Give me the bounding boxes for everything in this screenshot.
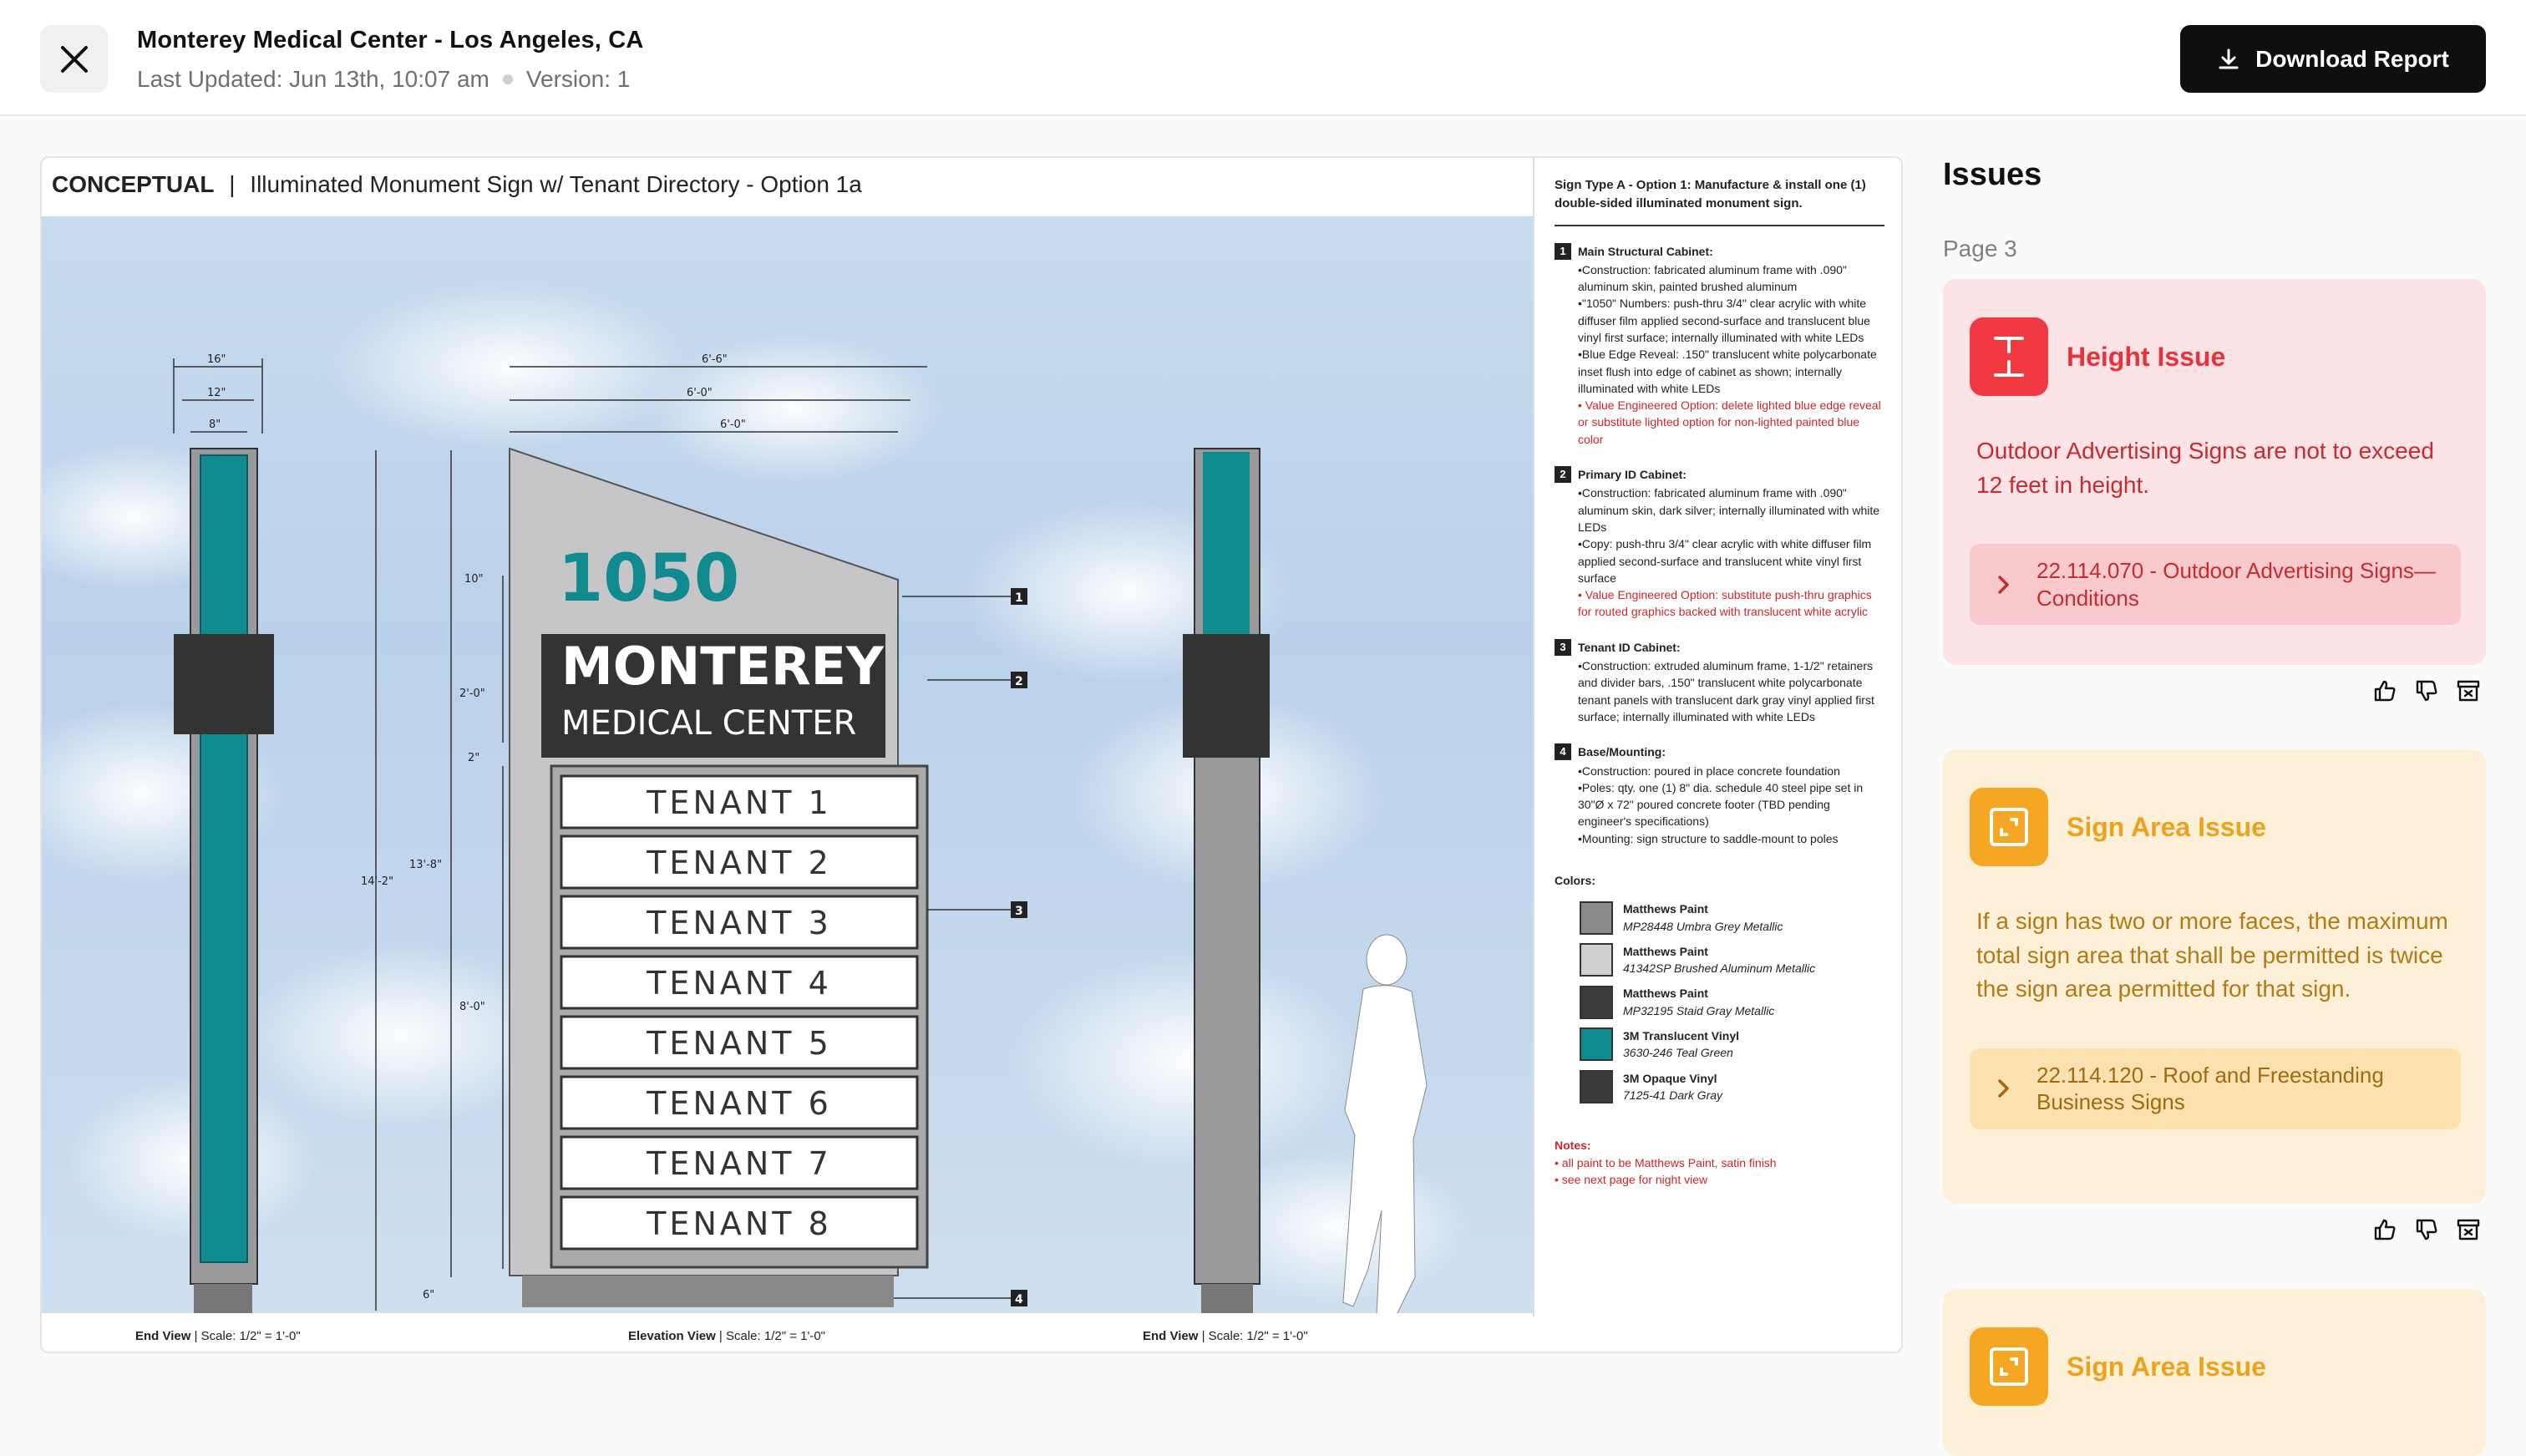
callout-2: 2 [1015, 675, 1023, 688]
spec-section [1555, 743, 1884, 847]
view-scale: Scale: 1/2" = 1'-0" [1208, 1329, 1308, 1343]
page-label: Page 3 [1943, 236, 2017, 261]
dim-13-8: 13'-8" [409, 859, 443, 871]
callout-markers [1011, 588, 1027, 1306]
download-report-button[interactable] [2180, 25, 2486, 93]
spec-section-header [1555, 743, 1884, 760]
archive-icon[interactable] [2456, 678, 2481, 703]
dim-6-0-b: 6'-0" [720, 419, 746, 431]
height-icon [1970, 317, 2048, 396]
color-swatch [1580, 986, 1613, 1019]
separator-dot [503, 74, 513, 84]
issue-actions [2372, 678, 2481, 703]
tenant-label: TENANT 6 [647, 1085, 832, 1122]
issue-card-sign-area-2 [1943, 1289, 2486, 1456]
color-swatch [1580, 1027, 1613, 1061]
drawing-heading-label: CONCEPTUAL [52, 171, 215, 197]
spec-bullet: •Construction: poured in place concrete foundation [1578, 764, 1840, 778]
spec-section [1555, 639, 1884, 725]
issue-reference-label: 22.114.120 - Roof and Freestanding Business Signs [2037, 1062, 2384, 1115]
spec-bullet: •Construction: extruded aluminum frame, 1-1/2" retainers and divider bars, .150" translucent white polycarbonate tenant panels with translucent dark gray vinyl applied first surface; internally illuminated with white LEDs [1578, 659, 1874, 723]
drawing-footer [42, 1313, 1903, 1352]
callout-4: 4 [1015, 1293, 1023, 1306]
drawing-heading-text: Illuminated Monument Sign w/ Tenant Directory - Option 1a [250, 171, 862, 197]
color-brand: Matthews Paint [1623, 987, 1708, 1001]
issue-name: Height Issue [2067, 341, 2226, 372]
view-label-right-end: End View | Scale: 1/2" = 1'-0" [1143, 1329, 1308, 1343]
tenant-label: TENANT 3 [647, 905, 832, 941]
dim-8-0: 8'-0" [459, 1001, 485, 1013]
color-swatch-text [1623, 943, 1815, 977]
spec-section-title: Base/Mounting: [1578, 745, 1666, 759]
dim-16: 16" [207, 353, 226, 366]
dim-6-6: 6'-6" [702, 353, 728, 366]
color-name: MP32195 Staid Gray Metallic [1623, 1003, 1775, 1017]
color-swatch-text [1623, 900, 1783, 935]
version: Version: 1 [525, 66, 631, 92]
right-end-view [1183, 449, 1270, 1317]
color-brand: Matthews Paint [1623, 902, 1708, 916]
download-report-label: Download Report [2255, 45, 2449, 72]
spec-bullet: • Value Engineered Option: delete lighted blue edge reveal or substitute lighted option for non-lighted painted blue color [1578, 398, 1881, 446]
view-name: Elevation View [628, 1329, 716, 1343]
color-name: 41342SP Brushed Aluminum Metallic [1623, 961, 1816, 976]
tenant-label: TENANT 2 [647, 845, 832, 881]
view-scale: Scale: 1/2" = 1'-0" [726, 1329, 825, 1343]
area-icon [1970, 788, 2048, 866]
spec-section-number: 3 [1555, 639, 1571, 656]
dim-10: 10" [464, 573, 484, 586]
spec-sections [1555, 243, 1884, 848]
notes-title: Notes: [1555, 1139, 1591, 1153]
color-swatch-row [1580, 1027, 1884, 1062]
view-name: End View [1143, 1329, 1199, 1343]
color-swatch-text [1623, 1027, 1739, 1062]
issue-reference-label: 22.114.070 - Outdoor Advertising Signs—Conditions [2037, 558, 2436, 611]
issue-name: Sign Area Issue [2067, 1351, 2266, 1382]
dim-14-2: 14'-2" [361, 875, 394, 888]
drawing-heading [42, 158, 1533, 216]
spec-section-number: 2 [1555, 466, 1571, 483]
spec-section-header [1555, 639, 1884, 656]
color-swatch [1580, 1070, 1613, 1103]
chevron-right-icon [1991, 573, 2015, 596]
tenant-label: TENANT 8 [647, 1205, 832, 1242]
spec-section-title: Main Structural Cabinet: [1578, 244, 1713, 258]
spec-bullet: •"1050" Numbers: push-thru 3/4" clear acrylic with white diffuser film applied second-surface and translucent blue vinyl first surface; internally illuminated with white LEDs [1578, 297, 1870, 344]
dim-12: 12" [207, 387, 226, 399]
document-meta [137, 66, 644, 93]
thumbs-down-icon[interactable] [2414, 1217, 2439, 1242]
issue-card-sign-area [1943, 749, 2486, 1204]
sign-name-medical-center: MEDICAL CENTER [561, 704, 857, 743]
spec-bullet: •Construction: fabricated aluminum frame with .090" aluminum skin, dark silver; internally illuminated with white LEDs [1578, 486, 1880, 534]
color-brand: 3M Translucent Vinyl [1623, 1029, 1740, 1043]
dim-2: 2" [468, 752, 480, 764]
download-icon [2217, 48, 2240, 71]
view-label-elevation: Elevation View | Scale: 1/2" = 1'-0" [628, 1329, 825, 1343]
issue-header [1970, 788, 2459, 866]
spec-bullet: •Mounting: sign structure to saddle-mount to poles [1578, 831, 1839, 845]
spec-section-title: Tenant ID Cabinet: [1578, 640, 1681, 654]
colors-title: Colors: [1555, 874, 1595, 887]
callout-1: 1 [1015, 591, 1023, 605]
spec-section-number: 4 [1555, 743, 1571, 760]
close-button[interactable] [40, 25, 108, 93]
spec-bullet: •Poles: qty. one (1) 8" dia. schedule 40 steel pipe set in 30"Ø x 72" poured concrete footer (TBD pending engineer's specifications) [1578, 780, 1864, 829]
issue-reference-link[interactable] [1970, 544, 2461, 625]
area-icon [1970, 1327, 2048, 1406]
spec-bullet: •Copy: push-thru 3/4" clear acrylic with white diffuser film applied second-surface and translucent white vinyl first surface [1578, 537, 1872, 585]
document-title-block [137, 27, 644, 93]
spec-bullet: • Value Engineered Option: substitute push-thru graphics for routed graphics backed with translucent white acrylic [1578, 588, 1872, 619]
color-list [1555, 900, 1884, 1103]
issue-description: Outdoor Advertising Signs are not to exceed 12 feet in height. [1976, 438, 2434, 498]
sign-name-monterey: MONTEREY [561, 636, 884, 697]
issues-title: Issues [1943, 157, 2042, 192]
dim-2-0: 2'-0" [459, 687, 485, 700]
dim-8: 8" [209, 419, 221, 431]
thumbs-up-icon[interactable] [2372, 678, 2397, 703]
spec-title: Sign Type A - Option 1: Manufacture & install one (1) double-sided illuminated monument sign. [1555, 176, 1884, 226]
view-scale: Scale: 1/2" = 1'-0" [200, 1329, 301, 1343]
notes [1555, 1137, 1884, 1188]
document-title: Monterey Medical Center - Los Angeles, CA [137, 27, 644, 53]
issue-description: If a sign has two or more faces, the maximum total sign area that shall be permitted is twice the sign area permitted for that sign. [1976, 908, 2448, 1002]
issue-actions [2372, 1217, 2481, 1242]
color-swatch-row [1580, 1070, 1884, 1104]
spec-section-number: 1 [1555, 243, 1571, 260]
color-brand: Matthews Paint [1623, 944, 1708, 958]
drawing-canvas [42, 158, 1533, 1353]
color-name: 7125-41 Dark Gray [1623, 1088, 1723, 1102]
thumbs-down-icon[interactable] [2414, 678, 2439, 703]
top-bar [0, 0, 2526, 116]
drawing-heading-separator: | [229, 171, 236, 197]
dim-6-0-a: 6'-0" [687, 387, 713, 399]
sign-specifications [1533, 158, 1903, 1316]
close-icon [59, 44, 89, 74]
issue-header [1970, 317, 2459, 396]
sign-number-1050: 1050 [558, 541, 740, 616]
color-swatch-text [1623, 1070, 1722, 1104]
color-brand: 3M Opaque Vinyl [1623, 1071, 1717, 1085]
spec-bullet: •Blue Edge Reveal: .150" translucent white polycarbonate inset flush into edge of cabinet as shown; internally illuminated with white LEDs [1578, 348, 1877, 395]
dim-6: 6" [423, 1289, 435, 1301]
color-swatch [1580, 901, 1613, 935]
sign-drawing [42, 158, 1533, 1353]
issue-reference-link[interactable] [1970, 1048, 2461, 1129]
color-name: MP28448 Umbra Grey Metallic [1623, 919, 1783, 933]
spec-section [1555, 466, 1884, 621]
spec-section-header [1555, 243, 1884, 260]
issue-name: Sign Area Issue [2067, 811, 2266, 842]
document-viewer[interactable] [40, 156, 1903, 1353]
callout-3: 3 [1015, 905, 1023, 918]
tenant-label: TENANT 5 [647, 1025, 832, 1062]
spec-section-title: Primary ID Cabinet: [1578, 468, 1687, 482]
color-swatch-row [1580, 900, 1884, 935]
color-swatch-text [1623, 985, 1774, 1019]
tenant-label: TENANT 1 [647, 784, 832, 821]
spec-section-header [1555, 466, 1884, 483]
spec-bullet: •Construction: fabricated aluminum frame with .090" aluminum skin, painted brushed aluminum [1578, 262, 1847, 294]
view-label-left-end: End View | Scale: 1/2" = 1'-0" [135, 1329, 301, 1343]
chevron-right-icon [1991, 1077, 2015, 1100]
person-silhouette [1343, 935, 1427, 1315]
color-swatch-row [1580, 943, 1884, 977]
issue-header [1970, 1327, 2459, 1406]
color-swatch [1580, 943, 1613, 977]
tenant-label: TENANT 7 [647, 1145, 832, 1182]
note-item: • see next page for night view [1555, 1172, 1708, 1186]
view-name: End View [135, 1329, 191, 1343]
issue-card-height [1943, 279, 2486, 665]
thumbs-up-icon[interactable] [2372, 1217, 2397, 1242]
archive-icon[interactable] [2456, 1217, 2481, 1242]
note-item: • all paint to be Matthews Paint, satin finish [1555, 1155, 1777, 1169]
spec-section [1555, 243, 1884, 449]
tenant-label: TENANT 4 [647, 965, 832, 1002]
color-name: 3630-246 Teal Green [1623, 1046, 1733, 1060]
color-swatch-row [1580, 985, 1884, 1019]
last-updated: Last Updated: Jun 13th, 10:07 am [137, 66, 489, 92]
